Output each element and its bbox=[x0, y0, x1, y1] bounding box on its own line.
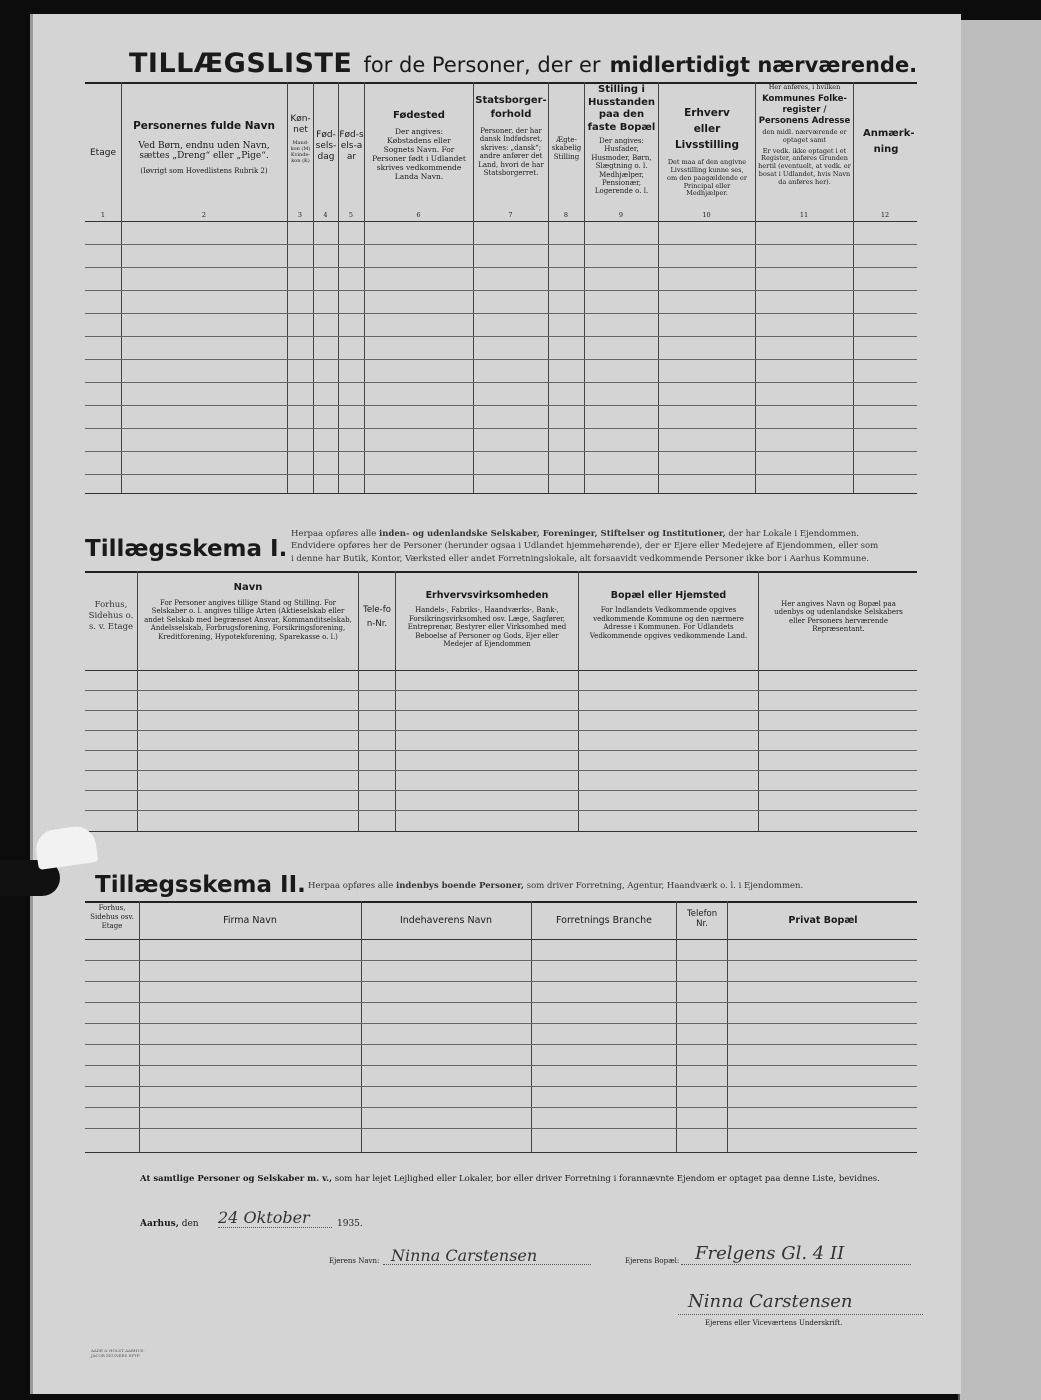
skema1-title: Tillægsskema I. bbox=[85, 536, 288, 562]
skema1-col-erhverv: Erhvervsvirksomheden Handels-, Fabriks-, Haandværks-, Bank-, Forsikringsvirksomhed osv. Læge, Sagfører, Entreprenør, Bestyrer eller Virksomhed med Beboelse af Personer og Gods, Ejer eller Medejer af Ejendommen bbox=[407, 590, 567, 648]
handwritten-signature: Ninna Carstensen bbox=[688, 1291, 853, 1312]
col-erhverv-header: Erhverv eller Livsstilling Det maa af den angivne Livsstilling kunne ses, om den paagældende er Principal eller Medhjælper. bbox=[667, 107, 747, 198]
col-aegteskabelig-header: Ægte-skabelig Stilling bbox=[551, 136, 582, 161]
col-foedselsaar-header: Fød-sels-aar bbox=[339, 130, 364, 162]
signature-label: Ejerens eller Viceværtens Underskrift. bbox=[705, 1319, 843, 1327]
owner-address-label: Ejerens Bopæl: bbox=[625, 1257, 680, 1265]
col-etage-header: Etage bbox=[90, 148, 116, 158]
skema1-intro: Herpaa opføres alle inden- og udenlandske Selskaber, Foreninger, Stiftelser og Institutioner, der har Lokale i Ejendommen. Endvidere opføres her de Personer (herunder ogsaa i Udlandet hjemmehørende), der er Ejere eller Medejere af Ejendommen, eller som i denne har Butik, Kontor, Værksted eller andet Forretningslokale, alt forsaavidt vedkommende Personer ikke bor i Aarhus Kommune. bbox=[291, 529, 879, 564]
handwritten-date: 24 Oktober bbox=[218, 1208, 310, 1227]
title-middle: for de Personer, der er bbox=[363, 53, 601, 77]
adjacent-page-edge bbox=[958, 20, 1041, 1400]
skema1-col-bopael: Bopæl eller Hjemsted For Indlandets Vedkommende opgives vedkommende Kommune og den nærmere Adresse i Kommunen. For Udlandets Vedkommende opgives vedkommende Land. bbox=[589, 590, 748, 640]
col-konnet-header: Køn-net Mand-kon (M) Kvinde-kon (K) bbox=[290, 114, 311, 164]
skema2-col-telefon: Telefon Nr. bbox=[687, 909, 718, 930]
handwritten-owner-address: Frelgens Gl. 4 II bbox=[695, 1243, 845, 1264]
col-stilling-header: Stilling i Husstanden paa den faste Bopæl Der angives: Husfader, Husmoder, Børn, Slægtning o. l. Medhjælper, Pensionær, Logerende o. l. bbox=[587, 84, 656, 196]
handwritten-owner-name: Ninna Carstensen bbox=[391, 1246, 538, 1265]
skema1-col-navn: Navn For Personer angives tillige Stand og Stilling. For Selskaber o. l. angives tillige Arten (Aktieselskab eller andet Selskab med begrænset Ansvar, Kommanditselskab, Andelsselskab, Forbrugsforening, Forsikringsforening, Kreditforening, Hypotekforening, Sparekasse o. l.) bbox=[144, 582, 352, 641]
title-end: midlertidigt nærværende. bbox=[609, 53, 918, 77]
skema2-col-indehaver: Indehaverens Navn bbox=[399, 915, 493, 926]
col-foedested-header: Fødested Der angives: Købstadens eller Sognets Navn. For Personer født i Udlandet skrives vedkommende Landa Navn. bbox=[372, 110, 466, 181]
skema1-col-telefon: Tele-fon-Nr. bbox=[363, 605, 391, 629]
skema2-intro: Herpaa opføres alle indenbys boende Personer, som driver Forretning, Agentur, Haandværk o. l. i Ejendommen. bbox=[308, 881, 804, 891]
title-bold: TILLÆGSLISTE bbox=[129, 48, 353, 79]
skema2-title: Tillægsskema II. bbox=[95, 872, 306, 898]
col-navn-note: (Iøvrigt som Hovedlistens Rubrik 2) bbox=[140, 167, 268, 176]
date-year: 1935. bbox=[337, 1219, 363, 1229]
skema2-col-etage: Forhus, Sidehus osv. Etage bbox=[90, 904, 134, 930]
skema2-col-bopael: Privat Bopæl bbox=[788, 915, 858, 926]
skema2-col-branche: Forretnings Branche bbox=[556, 915, 652, 926]
col-navn-sub: Ved Børn, endnu uden Navn, sættes „Dreng“ eller „Pige“. bbox=[138, 140, 270, 162]
form-page: TILLÆGSLISTE for de Personer, der er midlertidigt nærværende. Etage Personernes fulde Navn Ved Børn, endnu uden Navn, sættes „Dreng“ eller „Pige“. (Iøvrigt som Hovedlistens Rubrik 2) Køn-net Mand-kon (M) Kvinde-kon (K) Fød-sels-dag Fød-sels-aar Fødested Der angives: Købstadens eller Sognets Navn. For Personer født i Udlandet skrives vedkommende Landa Navn. Statsborger-forhold Personer, der har dansk Indfødsret, skrives: „dansk“; andre anfører det Land, hvori de har Statsborgerret. Ægte-skabelig Stilling Stilling i Husstanden paa den faste Bopæl Der angives: Husfader, Husmoder, Børn, Slægtning o. l. Medhjælper, Pensionær, Logerende o. l. Erhverv eller Livsstilling Det maa af den angivne Livsstilling kunne ses, om den paagældende er Principal eller Medhjælper. Her anføres, i hvilken Kommunes Folke-register / Personens Adresse den midl. nærværende er optaget samt Er vedk. ikke optaget i et Register, anføres Grunden hertil (eventuelt, at vedk. er bosat i Udlandet, hvis Navn da anføres her). Anmærk-ning 1 2 3 4 5 6 7 8 9 10 11 12 Tillægsskema I. Herpaa opføres alle inden- og udenlandske Selskaber, Foreninger, Stiftelser og Institutioner, der har Lokale i Ejendommen. Endvidere opføres her de Personer (herunder ogsaa i Udlandet hjemmehørende), der er Ejere eller Medejere af Ejendommen, eller som i denne har Butik, Kontor, Værksted eller andet Forretningslokale, alt forsaavidt vedkommende Personer ikke bor i Aarhus Kommune. Forhus, Sidehus o. s. v. Etage Navn For Personer angives tillige Stand og Stilling. For Selskaber o. l. angives tillige Arten (Aktieselskab eller andet Selskab med begrænset Ansvar, Kommanditselskab, Andelsselskab, Forbrugsforening, Forsikringsforening, Kreditforening, Hypotekforening, Sparekasse o. l.) Tele-fon-Nr. Erhvervsvirksomheden Handels-, Fabriks-, Haandværks-, Bank-, Forsikringsvirksomhed osv. Læge, Sagfører, Entreprenør, Bestyrer eller Virksomhed med Beboelse af Personer og Gods, Ejer eller Medejer af Ejendommen Bopæl eller Hjemsted For Indlandets Vedkommende opgives vedkommende Kommune og den nærmere Adresse i Kommunen. For Udlandets Vedkommende opgives vedkommende Land. Her angives Navn og Bopæl paa udenbys og udenlandske Selskabers eller Personers herværende Repræsentant. Tillægsskema II. Herpaa opføres alle indenbys boende Personer, som driver Forretning, Agentur, Haandværk o. l. i Ejendommen. Forhus, Sidehus osv. Etage Firma Navn Indehaverens Navn Forretnings Branche Telefon Nr. Privat Bopæl At samtlige Personer og Selskaber m. v., som har lejet Lejlighed eller Lokaler, bor eller driver Forretning i forannævnte Ejendom er optaget paa denne Liste, bevidnes. Aarhus, den 24 Oktober 1935. Ejerens Navn: Ninna Carstensen Ejerens Bopæl: Frelgens Gl. 4 II Ninna Carstensen Ejerens eller Viceværtens Underskrift. AADE & HOLST AARHUS · JACOB ZEUNERS EFTF. bbox=[30, 14, 961, 1394]
printer-mark: AADE & HOLST AARHUS · JACOB ZEUNERS EFTF. bbox=[91, 1348, 147, 1359]
attestation-statement: At samtlige Personer og Selskaber m. v., som har lejet Lejlighed eller Lokaler, bor eller driver Forretning i forannævnte Ejendom er optaget paa denne Liste, bevidnes. bbox=[140, 1174, 880, 1184]
col-folkeregister-header: Her anføres, i hvilken Kommunes Folke-register / Personens Adresse den midl. nærværende er optaget samt Er vedk. ikke optaget i et Register, anføres Grunden hertil (eventuelt, at vedk. er bosat i Udlandet, hvis Navn da anføres her). bbox=[758, 83, 851, 186]
col-anmaerkning-header: Anmærk-ning bbox=[863, 128, 915, 155]
owner-name-label: Ejerens Navn: bbox=[329, 1257, 380, 1265]
col-navn-header bbox=[123, 120, 285, 176]
col-navn-title: Personernes fulde Navn bbox=[133, 120, 275, 132]
skema1-col-etage: Forhus, Sidehus o. s. v. Etage bbox=[88, 600, 134, 633]
col-statsborger-header: Statsborger-forhold Personer, der har dansk Indfødsret, skrives: „dansk“; andre anfører det Land, hvori de har Statsborgerret. bbox=[475, 95, 547, 177]
page-title bbox=[129, 48, 917, 79]
col-foedselsdag-header: Fød-sels-dag bbox=[315, 130, 337, 162]
date-line: Aarhus, den bbox=[140, 1219, 199, 1229]
skema2-col-firma: Firma Navn bbox=[223, 915, 277, 926]
skema1-col-repr: Her angives Navn og Bopæl paa udenbys og udenlandske Selskabers eller Personers herværende Repræsentant. bbox=[774, 600, 903, 634]
